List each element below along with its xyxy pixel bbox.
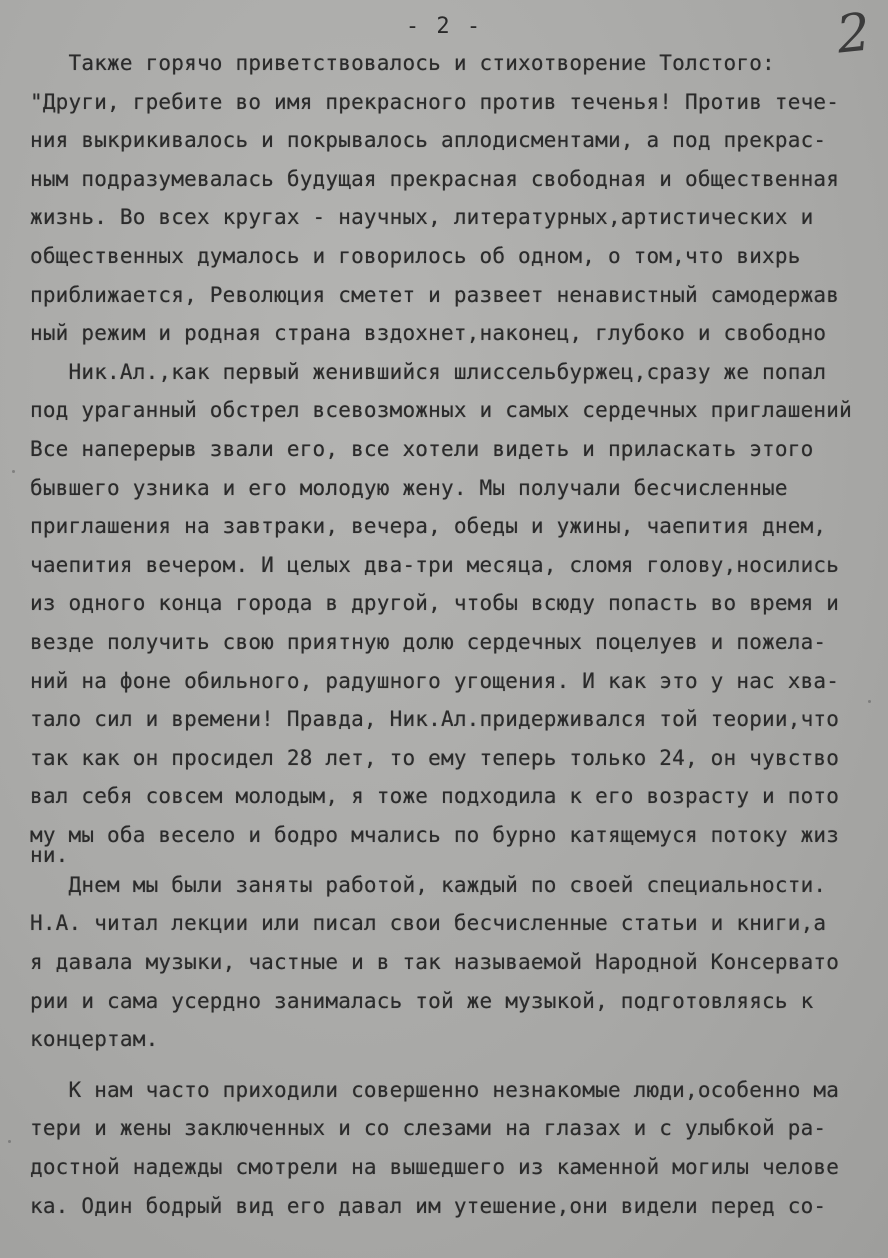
text-line: ным подразумевалась будущая прекрасная свободная и общественная	[30, 166, 840, 191]
text-line: концертам.	[30, 1027, 159, 1052]
text-line: общественных думалось и говорилось об одном, о том,что вихрь	[30, 243, 801, 268]
text-line: ния выкрикивалось и покрывалось аплодисментами, а под прекрас-	[30, 128, 827, 153]
text-line: "Други, гребите во имя прекрасного против теченья! Против тече-	[30, 89, 840, 114]
text-line: тало сил и времени! Правда, Ник.Ал.придерживался той теории,что	[30, 707, 840, 732]
text-line: Все наперерыв звали его, все хотели видеть и приласкать этого	[30, 436, 814, 461]
text-line: ный режим и родная страна вздохнет,наконец, глубоко и свободно	[30, 321, 827, 346]
text-line: Н.А. читал лекции или писал свои бесчисленные статьи и книги,а	[30, 911, 827, 936]
text-line: так как он просидел 28 лет, то ему теперь только 24, он чувство	[30, 745, 840, 770]
text-line: везде получить свою приятную долю сердечных поцелуев и пожела-	[30, 629, 827, 654]
text-line: ни.	[30, 842, 69, 867]
paper-speck	[12, 470, 15, 473]
text-line: под ураганный обстрел всевозможных и самых сердечных приглашений	[30, 398, 852, 423]
text-line: тери и жены заключенных и со слезами на глазах и с улыбкой ра-	[30, 1116, 827, 1141]
text-line: жизнь. Во всех кругах - научных, литературных,артистических и	[30, 205, 814, 230]
body-text	[30, 44, 860, 1225]
text-line: ний на фоне обильного, радушного угощения. И как это у нас хва-	[30, 668, 840, 693]
text-line: Ник.Ал.,как первый женившийся шлиссельбуржец,сразу же попал	[30, 359, 827, 384]
text-line: рии и сама усердно занималась той же музыкой, подготовляясь к	[30, 988, 814, 1013]
text-line: приглашения на завтраки, вечера, обеды и ужины, чаепития днем,	[30, 514, 827, 539]
text-line: ка. Один бодрый вид его давал им утешение,они видели перед со-	[30, 1193, 827, 1218]
text-line: бывшего узника и его молодую жену. Мы получали бесчисленные	[30, 475, 788, 500]
text-line: К нам часто приходили совершенно незнакомые люди,особенно ма	[30, 1077, 840, 1102]
text-line: я давала музыки, частные и в так называемой Народной Консервато	[30, 950, 840, 975]
text-line: Днем мы были заняты работой, каждый по своей специальности.	[30, 872, 827, 897]
text-line: приближается, Революция сметет и развеет ненавистный самодержав	[30, 282, 840, 307]
paper-speck	[8, 1140, 11, 1143]
paragraph-gap	[30, 1059, 860, 1071]
text-line: му мы оба весело и бодро мчались по бурно катящемуся потоку жиз	[30, 822, 840, 847]
text-line: достной надежды смотрели на вышедшего из каменной могилы челове	[30, 1155, 840, 1180]
page-number: - 2 -	[405, 14, 483, 39]
handwritten-page-number: 2	[833, 2, 874, 66]
text-line: вал себя совсем молодым, я тоже подходила к его возрасту и пото	[30, 784, 840, 809]
text-line: чаепития вечером. И целых два-три месяца, сломя голову,носились	[30, 552, 840, 577]
text-line: из одного конца города в другой, чтобы всюду попасть во время и	[30, 591, 840, 616]
text-line: Также горячо приветствовалось и стихотворение Толстого:	[30, 51, 775, 75]
paper-speck	[868, 700, 871, 703]
